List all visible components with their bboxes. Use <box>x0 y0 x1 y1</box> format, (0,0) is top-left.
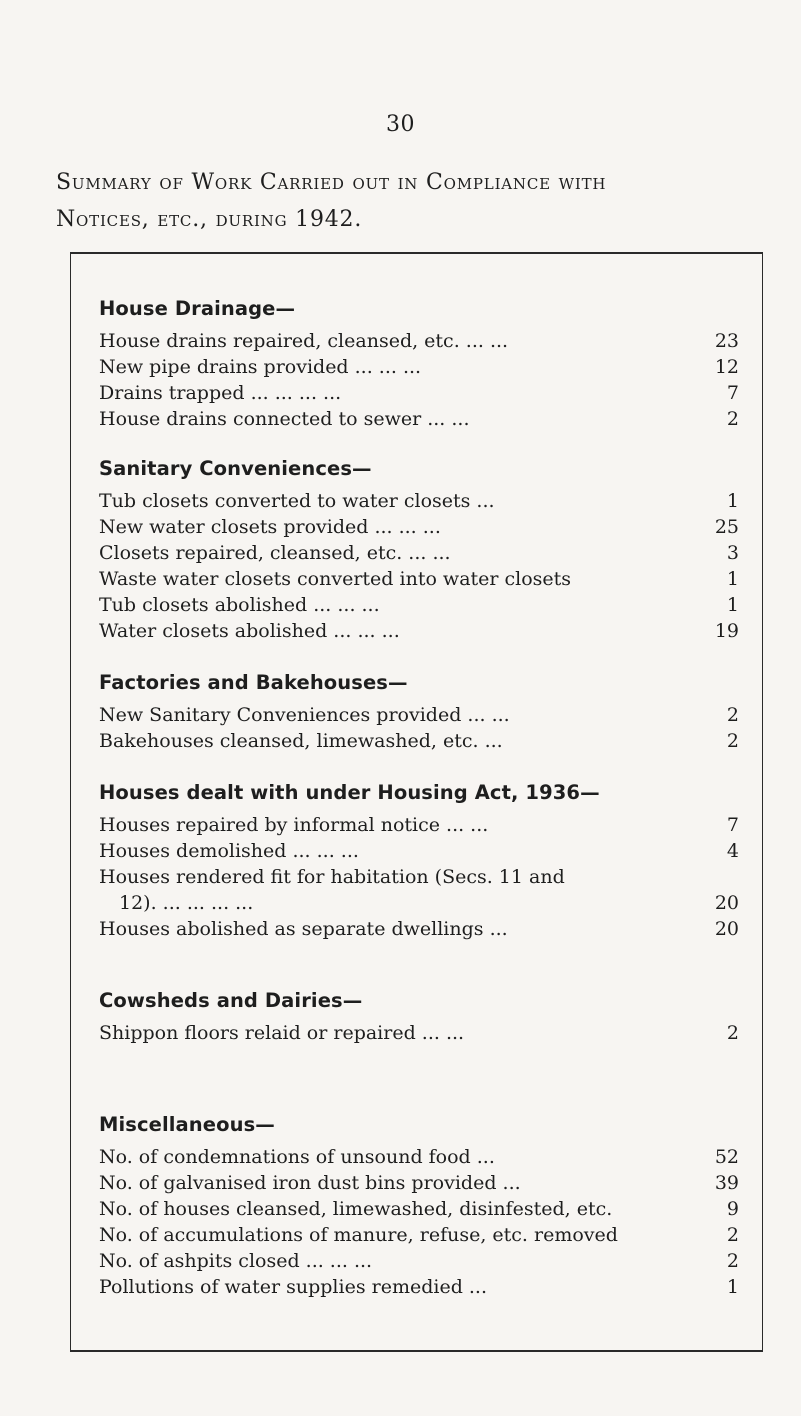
list-item <box>99 592 739 618</box>
section-cowsheds-dairies <box>99 982 739 1046</box>
list-item <box>99 1274 739 1300</box>
section-factories-bakehouses <box>99 664 739 754</box>
item-label: New water closets provided ... ... ... <box>99 516 441 538</box>
item-label: Drains trapped ... ... ... ... <box>99 382 342 404</box>
list-item <box>99 406 739 432</box>
item-label: House drains repaired, cleansed, etc. ... ... <box>99 330 509 352</box>
page-number: 30 <box>386 112 415 137</box>
item-label-line-2: 12). ... ... ... ... <box>119 892 254 914</box>
item-value: 25 <box>714 516 739 538</box>
list-item <box>99 566 739 592</box>
section-heading: Factories and Bakehouses— <box>99 671 408 694</box>
item-value: 20 <box>714 892 739 914</box>
item-value: 2 <box>726 1022 739 1044</box>
list-item <box>99 488 739 514</box>
item-value: 39 <box>714 1172 739 1194</box>
item-value: 2 <box>726 408 739 430</box>
item-label: No. of ashpits closed ... ... ... <box>99 1250 373 1272</box>
section-heading: Cowsheds and Dairies— <box>99 989 363 1012</box>
item-value: 2 <box>726 730 739 752</box>
list-item <box>99 1170 739 1196</box>
item-value: 9 <box>726 1198 739 1220</box>
section-heading: House Drainage— <box>99 297 296 320</box>
item-label: Bakehouses cleansed, limewashed, etc. ... <box>99 730 503 752</box>
list-item <box>99 916 739 942</box>
list-item <box>99 514 739 540</box>
item-value: 1 <box>726 568 739 590</box>
list-item <box>99 354 739 380</box>
item-label: New pipe drains provided ... ... ... <box>99 356 422 378</box>
item-label: No. of galvanised iron dust bins provided ... <box>99 1172 521 1194</box>
section-heading: Houses dealt with under Housing Act, 1936— <box>99 781 600 804</box>
item-label: Tub closets converted to water closets ... <box>99 490 495 512</box>
item-value: 1 <box>726 490 739 512</box>
item-value: 7 <box>726 814 739 836</box>
list-item <box>99 540 739 566</box>
title-line-2: Notices, etc., during 1942. <box>56 207 363 232</box>
item-label: Closets repaired, cleansed, etc. ... ... <box>99 542 451 564</box>
item-label: No. of houses cleansed, limewashed, disinfested, etc. <box>99 1198 613 1220</box>
list-item <box>99 1144 739 1170</box>
item-value: 3 <box>726 542 739 564</box>
item-label: No. of condemnations of unsound food ... <box>99 1146 495 1168</box>
item-label: Houses demolished ... ... ... <box>99 840 359 862</box>
item-label: House drains connected to sewer ... ... <box>99 408 470 430</box>
item-label: Tub closets abolished ... ... ... <box>99 594 380 616</box>
summary-box <box>70 254 763 1352</box>
item-value: 52 <box>714 1146 739 1168</box>
item-value: 19 <box>714 620 739 642</box>
section-sanitary-conveniences <box>99 450 739 644</box>
list-item <box>99 728 739 754</box>
title-line-1: Summary of Work Carried out in Compliance with <box>56 170 607 195</box>
list-item <box>99 618 739 644</box>
item-value: 2 <box>726 1250 739 1272</box>
item-value: 20 <box>714 918 739 940</box>
item-value: 2 <box>726 1224 739 1246</box>
list-item <box>99 1196 739 1222</box>
list-item <box>99 1020 739 1046</box>
item-value: 23 <box>714 330 739 352</box>
item-label: Water closets abolished ... ... ... <box>99 620 400 642</box>
item-value: 7 <box>726 382 739 404</box>
item-label: No. of accumulations of manure, refuse, etc. removed <box>99 1224 618 1246</box>
item-label: Houses abolished as separate dwellings ... <box>99 918 508 940</box>
item-label: Pollutions of water supplies remedied ... <box>99 1276 488 1298</box>
list-item <box>99 838 739 864</box>
item-value: 1 <box>726 1276 739 1298</box>
list-item <box>99 328 739 354</box>
list-item <box>99 1222 739 1248</box>
item-value: 1 <box>726 594 739 616</box>
list-item <box>99 864 739 916</box>
section-miscellaneous <box>99 1106 739 1300</box>
item-value: 12 <box>714 356 739 378</box>
item-label-line-1: Houses rendered fit for habitation (Secs. 11 and <box>99 866 565 888</box>
section-house-drainage <box>99 290 739 432</box>
section-housing-act <box>99 774 739 942</box>
section-heading: Miscellaneous— <box>99 1113 275 1136</box>
list-item <box>99 702 739 728</box>
item-label: Houses repaired by informal notice ... ... <box>99 814 489 836</box>
list-item <box>99 812 739 838</box>
item-label: New Sanitary Conveniences provided ... ... <box>99 704 510 726</box>
item-value: 4 <box>726 840 739 862</box>
list-item <box>99 380 739 406</box>
list-item <box>99 1248 739 1274</box>
item-value: 2 <box>726 704 739 726</box>
section-heading: Sanitary Conveniences— <box>99 457 372 480</box>
item-label: Shippon floors relaid or repaired ... ... <box>99 1022 465 1044</box>
item-label: Waste water closets converted into water closets <box>99 568 572 590</box>
page-title <box>56 164 606 238</box>
item-label <box>99 864 689 916</box>
